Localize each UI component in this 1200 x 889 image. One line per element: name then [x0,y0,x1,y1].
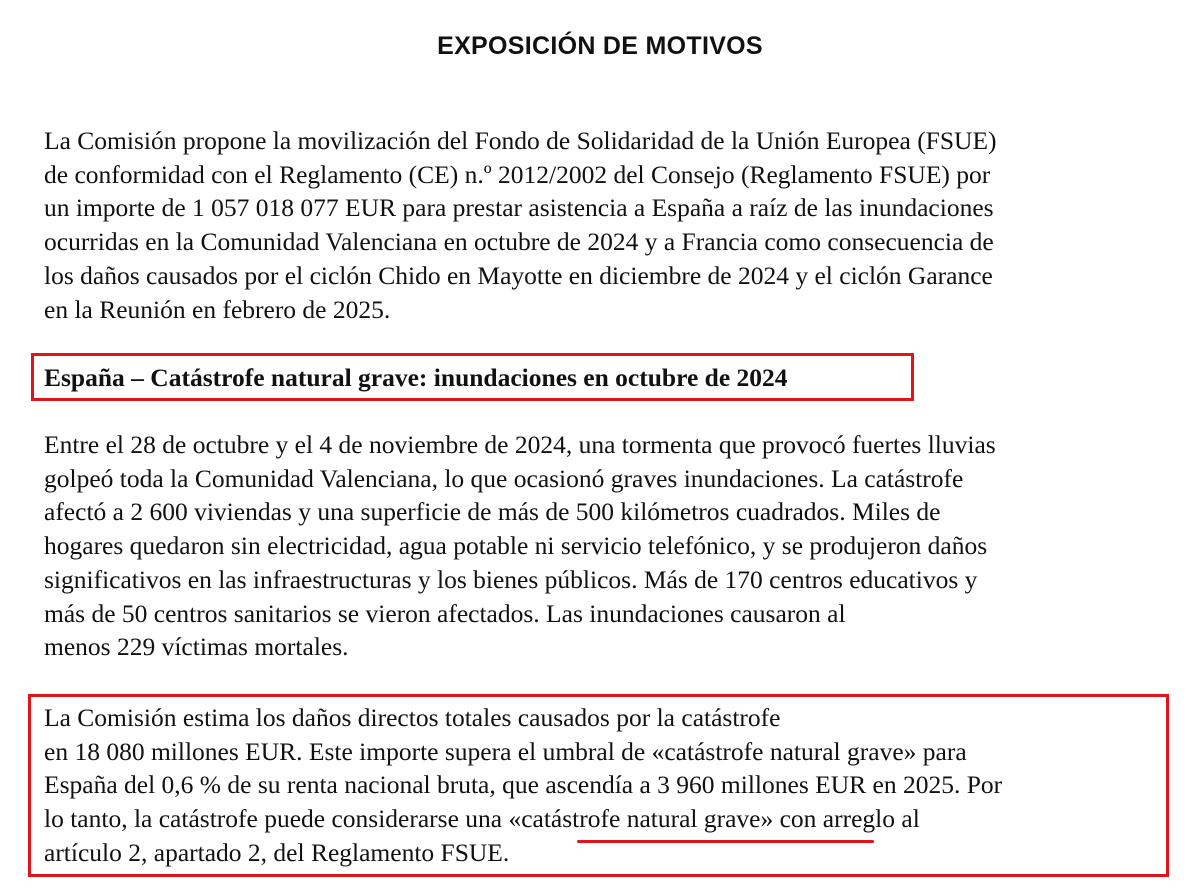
paragraph-line: hogares quedaron sin electricidad, agua potable ni servicio telefónico, y se produjeron daños [44,531,988,561]
red-underline-mark [577,840,874,843]
paragraph-line: un importe de 1 057 018 077 EUR para prestar asistencia a España a raíz de las inundaciones [44,193,994,223]
event-paragraph [44,428,1159,664]
document-title: EXPOSICIÓN DE MOTIVOS [437,32,763,60]
paragraph-line: en 18 080 millones EUR. Este importe supera el umbral de «catástrofe natural grave» para [44,736,967,766]
paragraph-line: La Comisión propone la movilización del Fondo de Solidaridad de la Unión Europea (FSUE) [44,126,997,155]
paragraph-line: los daños causados por el ciclón Chido en Mayotte en diciembre de 2024 y el ciclón Garance [44,260,993,290]
paragraph-line: en la Reunión en febrero de 2025. [44,294,391,324]
paragraph-line: Entre el 28 de octubre y el 4 de noviembre de 2024, una tormenta que provocó fuertes lluvias [44,430,996,459]
damage-paragraph [44,701,1159,870]
paragraph-line: menos 229 víctimas mortales. [44,632,349,662]
paragraph-line: lo tanto, la catástrofe puede considerarse una «catástrofe natural grave» con arreglo al [44,804,920,834]
paragraph-line: España del 0,6 % de su renta nacional bruta, que ascendía a 3 960 millones EUR en 2025. Por [44,770,1003,800]
paragraph-line: más de 50 centros sanitarios se vieron afectados. Las inundaciones causaron al [44,598,846,628]
intro-paragraph [44,124,1159,326]
paragraph-line: de conformidad con el Reglamento (CE) n.º 2012/2002 del Consejo (Reglamento FSUE) por [44,159,991,189]
paragraph-line: La Comisión estima los daños directos totales causados por la catástrofe [44,703,781,732]
paragraph-line: artículo 2, apartado 2, del Reglamento FSUE. [44,837,510,867]
paragraph-line: afectó a 2 600 viviendas y una superficie de más de 500 kilómetros cuadrados. Miles de [44,497,941,527]
paragraph-line: significativos en las infraestructuras y los bienes públicos. Más de 170 centros educativos y [44,564,978,594]
section-heading: España – Catástrofe natural grave: inundaciones en octubre de 2024 [44,363,788,392]
paragraph-line: ocurridas en la Comunidad Valenciana en octubre de 2024 y a Francia como consecuencia de [44,227,994,257]
paragraph-line: golpeó toda la Comunidad Valenciana, lo que ocasionó graves inundaciones. La catástrofe [44,463,964,493]
